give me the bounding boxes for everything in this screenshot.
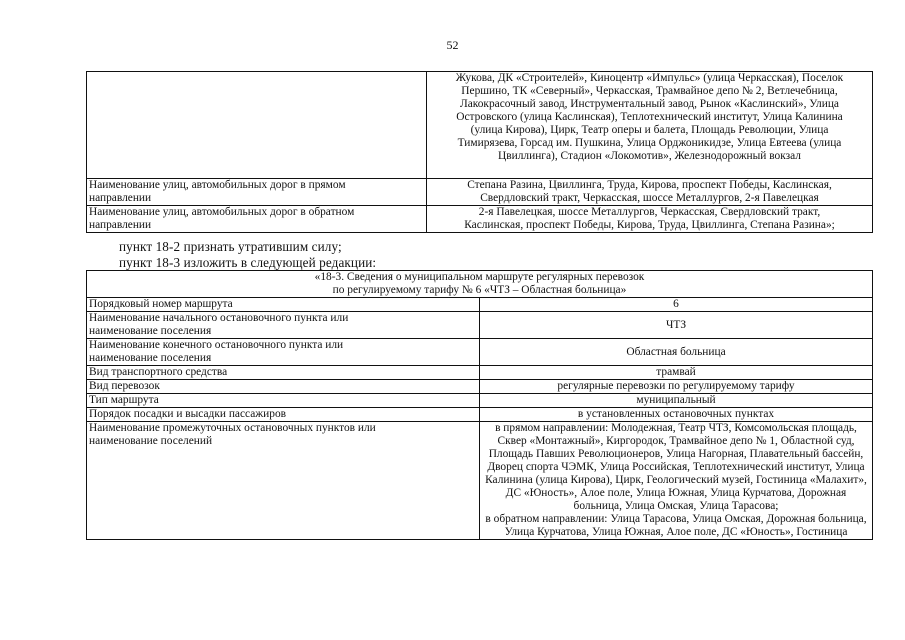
intermediate-stops-value	[480, 422, 873, 540]
text-line: наименование поселения	[89, 325, 212, 337]
text-line: Площадь Павших Революционеров, Улица Нагорная, Плавательный бассейн,	[488, 448, 864, 460]
forward-streets-value	[427, 179, 873, 206]
text-line: Лакокрасочный завод, Инструментальный завод, Рынок «Каслинский», Улица	[460, 98, 839, 110]
text-line: направлении	[89, 192, 152, 204]
boarding-order-value: в установленных остановочных пунктах	[480, 408, 873, 422]
text-line: Наименование улиц, автомобильных дорог в обратном	[89, 206, 355, 218]
text-line: больница, Улица Омская, Улица Тарасова;	[573, 500, 779, 512]
text-line: Каслинская, проспект Победы, Кирова, Труда, Цвиллинга, Степана Разина»;	[464, 219, 835, 231]
text-line: 2-я Павелецкая, шоссе Металлургов, Черкасская, Свердловский тракт,	[478, 206, 821, 218]
start-stop-label	[87, 312, 480, 339]
reverse-streets-value	[427, 206, 873, 233]
paragraph-line: пункт 18-3 изложить в следующей редакции:	[119, 255, 377, 270]
text-line: Цвиллинга), Стадион «Локомотив», Железнодорожный вокзал	[498, 150, 801, 162]
text-line: Свердловский тракт, Черкасская, шоссе Металлургов, 2-я Павелецкая	[480, 192, 819, 204]
header-line: по регулируемому тарифу № 6 «ЧТЗ – Областная больница»	[332, 284, 627, 296]
vehicle-type-label: Вид транспортного средства	[87, 366, 480, 380]
reverse-streets-label	[87, 206, 427, 233]
text-line: Улица Курчатова, Улица Южная, Алое поле, ДС «Юность», Гостиница	[504, 526, 848, 538]
forward-streets-label	[87, 179, 427, 206]
stops-continuation-cell	[427, 72, 873, 179]
route-type-value: муниципальный	[480, 394, 873, 408]
text-line: (улица Кирова), Цирк, Театр оперы и балета, Площадь Революции, Улица	[470, 124, 829, 136]
transport-kind-label: Вид перевозок	[87, 380, 480, 394]
text-line: в обратном направлении: Улица Тарасова, Улица Омская, Дорожная больница,	[485, 513, 867, 525]
text-line: направлении	[89, 219, 152, 231]
route-type-label: Тип маршрута	[87, 394, 480, 408]
transport-kind-value: регулярные перевозки по регулируемому тарифу	[480, 380, 873, 394]
text-line: Наименование конечного остановочного пункта или	[89, 339, 344, 351]
paragraph-line: пункт 18-2 признать утратившим силу;	[119, 239, 342, 254]
text-line: наименование поселений	[89, 435, 213, 447]
text-line: в прямом направлении: Молодежная, Театр ЧТЗ, Комсомольская площадь,	[495, 422, 857, 434]
text-line: Сквер «Монтажный», Киргородок, Трамвайное депо № 1, Областной суд,	[497, 435, 855, 447]
text-line: наименование поселения	[89, 352, 212, 364]
route-number-label: Порядковый номер маршрута	[87, 298, 480, 312]
text-line: Тимирязева, Горсад им. Пушкина, Улица Орджоникидзе, Улица Евтеева (улица	[457, 137, 842, 149]
text-line: Калинина (улица Кирова), Цирк, Геологический музей, Гостиница «Малахит»,	[485, 474, 867, 486]
text-line: Жукова, ДК «Строителей», Киноцентр «Импульс» (улица Черкасская), Поселок	[455, 72, 844, 84]
empty-label-cell	[87, 72, 427, 179]
boarding-order-label: Порядок посадки и высадки пассажиров	[87, 408, 480, 422]
text-line: Дворец спорта ЧЭМК, Улица Российская, Теплотехнический институт, Улица	[487, 461, 865, 473]
end-stop-label	[87, 339, 480, 366]
intermediate-stops-label	[87, 422, 480, 540]
page-number: 52	[446, 38, 459, 52]
text-line: ДС «Юность», Алое поле, Улица Южная, Улица Курчатова, Дорожная	[505, 487, 847, 499]
text-line: Наименование улиц, автомобильных дорог в прямом	[89, 179, 346, 191]
route-info-table	[86, 270, 873, 540]
start-stop-value: ЧТЗ	[480, 312, 873, 339]
text-line: Островского (улица Каслинская), Теплотехнический институт, Улица Калинина	[456, 111, 843, 123]
vehicle-type-value: трамвай	[480, 366, 873, 380]
text-line: Першино, ТК «Северный», Черкасская, Трамвайное депо № 2, Ветлечебница,	[461, 85, 838, 97]
end-stop-value: Областная больница	[480, 339, 873, 366]
route-number-value: 6	[480, 298, 873, 312]
text-line: Наименование начального остановочного пункта или	[89, 312, 349, 324]
routes-streets-table	[86, 71, 873, 233]
text-line: Степана Разина, Цвиллинга, Труда, Кирова, проспект Победы, Каслинская,	[467, 179, 832, 191]
header-line: «18-3. Сведения о муниципальном маршруте регулярных перевозок	[314, 271, 645, 283]
table-header	[87, 271, 873, 298]
text-line: Наименование промежуточных остановочных пунктов или	[89, 422, 376, 434]
